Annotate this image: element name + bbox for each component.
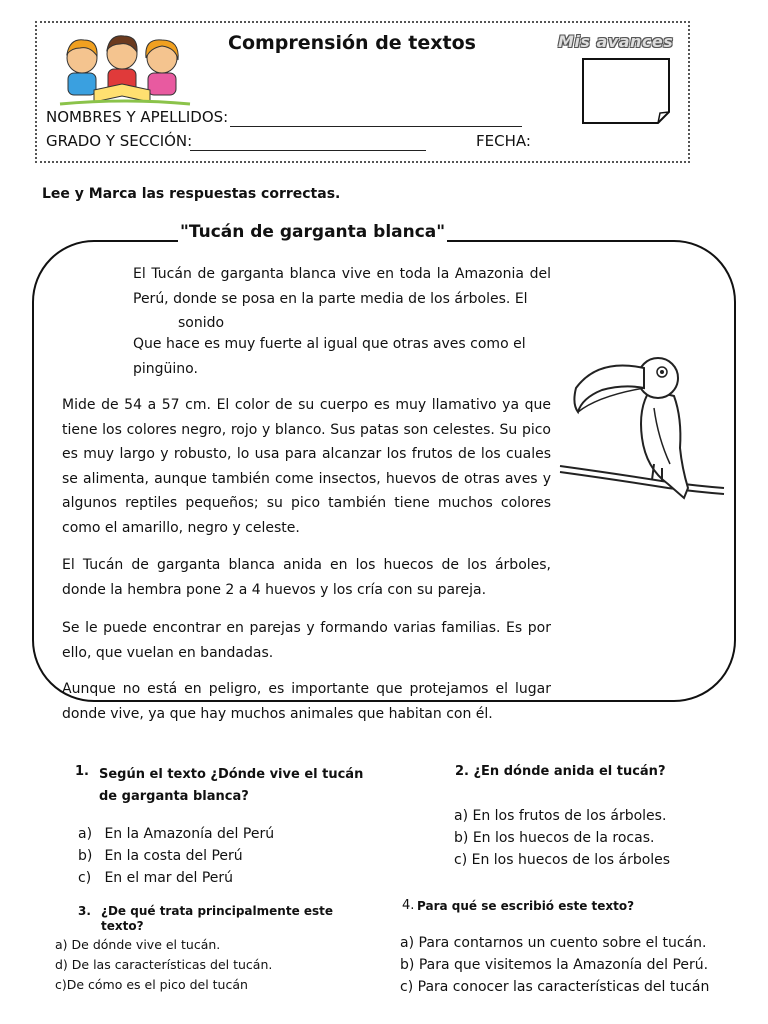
- names-label: NOMBRES Y APELLIDOS:: [46, 108, 229, 126]
- question-4-text: Para qué se escribió este texto?: [417, 899, 635, 913]
- option-text: De cómo es el pico del tucán: [66, 977, 248, 992]
- option-marker: b): [454, 830, 469, 846]
- question-3-option-a[interactable]: [55, 935, 272, 955]
- option-text: Para conocer las características del tucán: [417, 979, 710, 995]
- progress-label: Mis avances: [558, 32, 674, 51]
- question-4-options: [400, 932, 709, 998]
- date-label: FECHA:: [476, 132, 531, 150]
- question-3-options: [55, 935, 272, 995]
- question-2-option-a[interactable]: [454, 805, 670, 827]
- question-3-text: ¿De qué trata principalmente este texto?: [101, 904, 334, 933]
- option-text: En el mar del Perú: [104, 870, 234, 886]
- question-2-options: [454, 805, 670, 871]
- question-3-option-b[interactable]: [55, 955, 272, 975]
- option-marker: a): [400, 935, 415, 951]
- question-1-option-b[interactable]: [78, 845, 274, 867]
- option-text: Para contarnos un cuento sobre el tucán.: [418, 935, 707, 951]
- story-paragraph-1: [133, 262, 551, 336]
- option-text: De las características del tucán.: [71, 957, 273, 972]
- question-1-text: Según el texto ¿Dónde vive el tucán de garganta blanca?: [99, 767, 364, 804]
- option-marker: a): [78, 826, 93, 842]
- question-1-options: [78, 823, 274, 889]
- story-paragraph-1-line-1: El Tucán de garganta blanca vive en toda la Amazonia del Perú, donde se posa en la parte media de los árboles. El: [133, 266, 551, 307]
- question-3-option-c[interactable]: [55, 975, 272, 995]
- option-marker: b): [400, 957, 415, 973]
- option-text: En los huecos de los árboles: [471, 852, 671, 868]
- names-field[interactable]: [230, 126, 522, 127]
- option-marker: a): [454, 808, 469, 824]
- question-2-option-c[interactable]: [454, 849, 670, 871]
- option-marker: d): [55, 957, 68, 972]
- option-marker: a): [55, 937, 68, 952]
- question-1-option-c[interactable]: [78, 867, 274, 889]
- question-2-option-b[interactable]: [454, 827, 670, 849]
- story-paragraph-1-continuation: Que hace es muy fuerte al igual que otras aves como el pingüino.: [133, 336, 526, 377]
- option-marker: b): [78, 848, 93, 864]
- question-4-number: 4.: [402, 898, 415, 913]
- question-3-number: 3.: [78, 904, 91, 918]
- option-text: De dónde vive el tucán.: [71, 937, 221, 952]
- question-4-option-a[interactable]: [400, 932, 709, 954]
- grade-label: GRADO Y SECCIÓN:: [46, 132, 193, 150]
- story-paragraph-5: Aunque no está en peligro, es importante que protejamos el lugar donde vive, ya que hay muchos animales que habitan con él.: [62, 681, 551, 722]
- option-text: En la costa del Perú: [104, 848, 243, 864]
- question-4-option-c[interactable]: [400, 976, 709, 998]
- option-marker: c): [78, 870, 92, 886]
- instruction-text: Lee y Marca las respuestas correctas.: [42, 186, 341, 202]
- option-text: En los huecos de la rocas.: [472, 830, 655, 846]
- story-paragraph-1-line-2: sonido: [178, 315, 225, 331]
- story-paragraph-3: El Tucán de garganta blanca anida en los huecos de los árboles, donde la hembra pone 2 a 4 huevos y los cría con su pareja.: [62, 557, 551, 598]
- question-2-text: 2. ¿En dónde anida el tucán?: [455, 764, 666, 779]
- option-text: En los frutos de los árboles.: [472, 808, 667, 824]
- progress-box[interactable]: [582, 58, 670, 124]
- question-4-option-b[interactable]: [400, 954, 709, 976]
- option-text: En la Amazonía del Perú: [104, 826, 275, 842]
- story-paragraph-2: Mide de 54 a 57 cm. El color de su cuerpo es muy llamativo ya que tiene los colores negro, rojo y blanco. Sus patas son celestes. Su pico es muy largo y robusto, lo usa para alcanzar los frutos de los cuales se alimenta, aunque también come insectos, huevos de otras aves y algunos reptiles pequeños; su pico también tiene muchos colores como el amarillo, negro y celeste.: [62, 397, 551, 536]
- option-marker: c): [400, 979, 414, 995]
- toucan-illustration: [558, 348, 728, 508]
- worksheet-title: Comprensión de textos: [228, 32, 476, 54]
- question-1-number: 1.: [75, 764, 89, 779]
- grade-field[interactable]: [190, 150, 426, 151]
- story-title: "Tucán de garganta blanca": [180, 222, 446, 242]
- question-1-option-a[interactable]: [78, 823, 274, 845]
- option-marker: c): [55, 977, 67, 992]
- children-reading-illustration: [50, 28, 200, 108]
- story-paragraph-4: Se le puede encontrar en parejas y formando varias familias. Es por ello, que vuelan en bandadas.: [62, 620, 551, 661]
- option-marker: c): [454, 852, 468, 868]
- option-text: Para que visitemos la Amazonía del Perú.: [418, 957, 709, 973]
